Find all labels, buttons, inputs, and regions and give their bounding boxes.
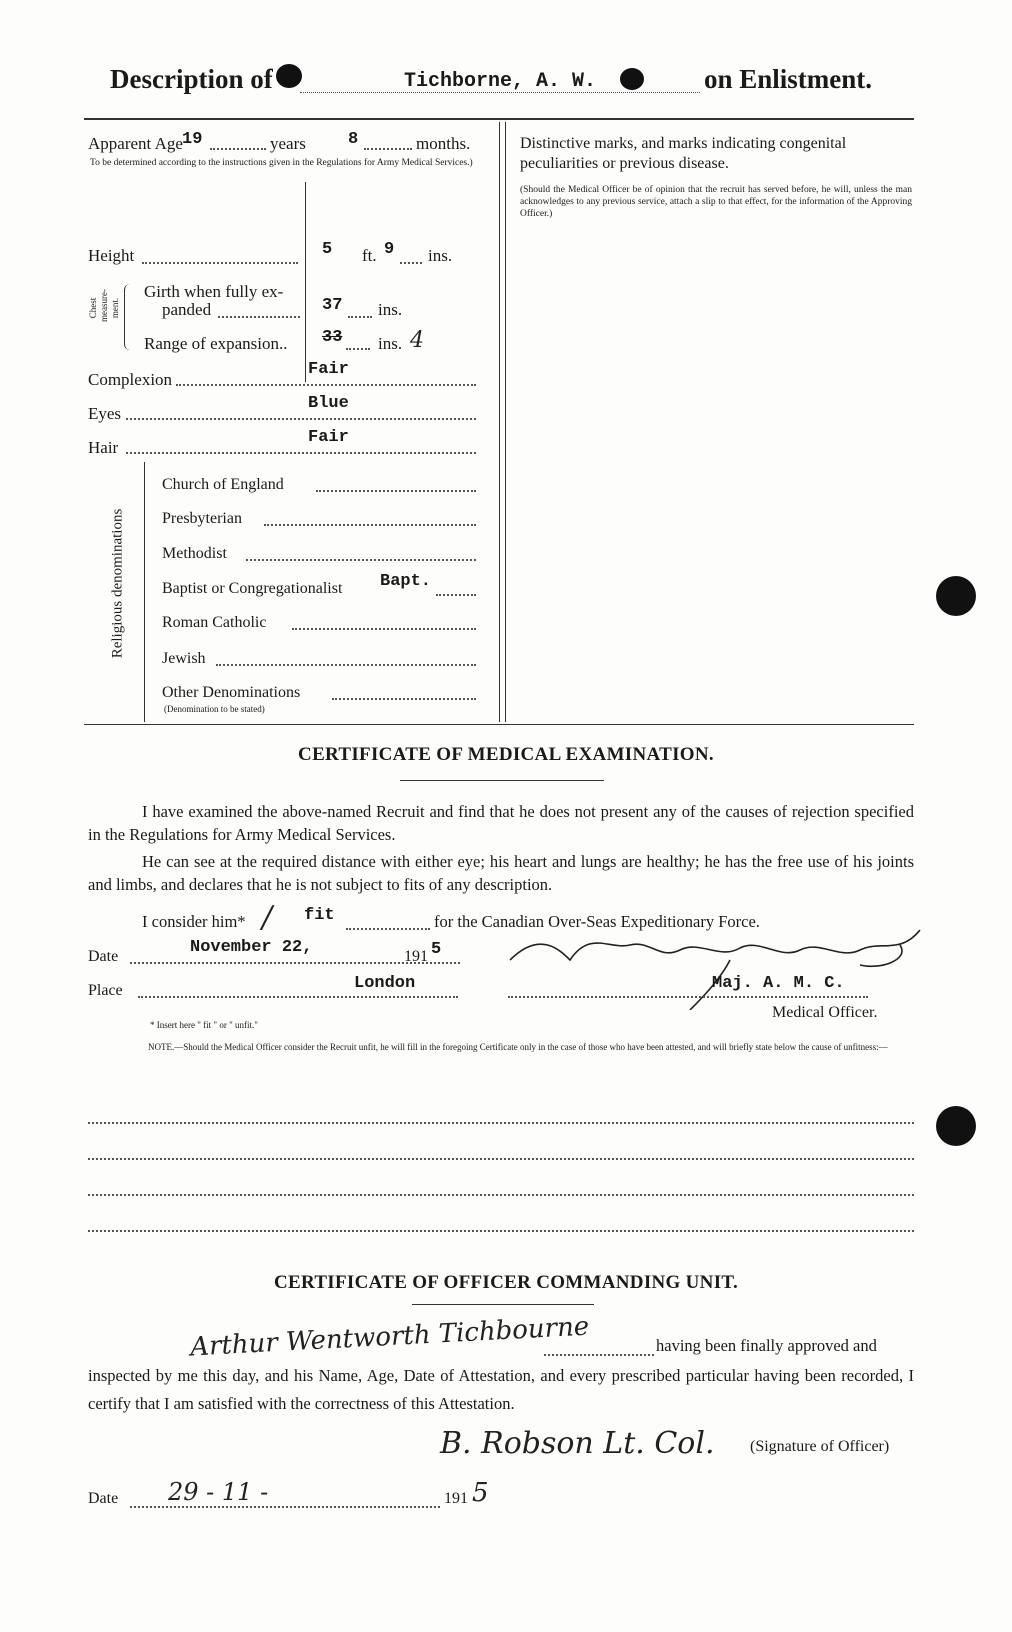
dotted-line — [346, 348, 370, 350]
dotted-line — [130, 1506, 440, 1508]
dotted-line — [218, 316, 300, 318]
height-in: 9 — [384, 240, 395, 259]
height-label: Height — [88, 246, 135, 265]
medical-title: CERTIFICATE OF MEDICAL EXAMINATION. — [298, 744, 714, 765]
fit-mark: / — [262, 900, 273, 935]
girth-label-2: panded — [162, 300, 212, 319]
medical-date-label: Date — [88, 948, 119, 965]
height-ft: 5 — [322, 240, 333, 259]
religion-option: Church of England — [162, 476, 284, 493]
religion-option: Roman Catholic — [162, 614, 267, 631]
fit-value: fit — [304, 906, 335, 925]
dotted-line — [210, 148, 266, 150]
religion-bracket — [144, 462, 145, 722]
dotted-line — [544, 1354, 654, 1356]
commanding-para: inspected by me this day, and his Name, Age, Date of Attestation, and every prescribed particular having been recorded, I certify that I am satisfied with the correctness of this Attestation. — [88, 1366, 914, 1413]
commanding-title: CERTIFICATE OF OFFICER COMMANDING UNIT. — [273, 1272, 739, 1293]
dotted-line — [436, 594, 476, 596]
religion-option: Methodist — [162, 545, 227, 562]
dotted-line — [138, 996, 458, 998]
dotted-line — [316, 490, 476, 492]
measure-divider — [305, 182, 306, 382]
religion-label: Religious denominations — [109, 508, 126, 659]
insert-note: * Insert here " fit " or " unfit." — [150, 1020, 258, 1030]
unfitness-line[interactable] — [88, 1122, 914, 1124]
years-label: years — [270, 134, 306, 153]
dotted-line — [348, 316, 372, 318]
age-years: 19 — [182, 130, 203, 149]
unfit-note: NOTE.—Should the Medical Officer consider the Recruit unfit, he will fill in the foregoing Certificate only in the case of those who have been attested, and will briefly state below the cause of unfitness:— — [148, 1042, 888, 1052]
dotted-line — [126, 418, 476, 420]
complexion-label: Complexion — [88, 370, 173, 389]
column-divider — [499, 122, 500, 722]
eyes-label: Eyes — [88, 404, 122, 423]
medical-year-digit: 5 — [431, 940, 442, 959]
medical-officer-label: Medical Officer. — [772, 1004, 878, 1021]
punch-hole — [936, 1106, 976, 1146]
medical-year-prefix: 191 — [404, 948, 428, 965]
range-hand-value: 4 — [410, 328, 424, 353]
age-label: Apparent Age — [88, 134, 183, 153]
religion-option: Baptist or Congregationalist — [162, 580, 343, 597]
title-underline — [412, 1304, 594, 1305]
chest-brace — [124, 284, 135, 350]
header-dotted-line — [300, 92, 700, 93]
dotted-line — [400, 262, 422, 264]
medical-date-value: November 22, — [190, 938, 313, 957]
place-value: London — [354, 974, 416, 993]
medical-para-1: I have examined the above-named Recruit and find that he does not present any of the causes of rejection specified in the Regulations for Army Medical Services. — [88, 802, 914, 844]
complexion-value: Fair — [308, 360, 349, 379]
distinctive-marks-title: Distinctive marks, and marks indicating congenital peculiarities or previous disease. — [520, 135, 847, 172]
dotted-line — [142, 262, 298, 264]
commanding-date-label: Date — [88, 1490, 119, 1507]
section-rule — [84, 724, 914, 725]
recruit-signature: Arthur Wentworth Tichbourne — [189, 1311, 590, 1363]
dotted-line — [346, 928, 430, 930]
girth-value: 37 — [322, 296, 343, 315]
religion-value: Bapt. — [380, 572, 432, 591]
girth-ins-label: ins. — [378, 300, 403, 319]
age-note: To be determined according to the instructions given in the Regulations for Army Medical Services.) — [90, 158, 473, 168]
months-label: months. — [416, 134, 471, 153]
dotted-line — [292, 628, 476, 630]
dotted-line — [246, 559, 476, 561]
header-suffix: on Enlistment. — [704, 64, 873, 94]
chest-label: Chest measure-ment. — [88, 289, 120, 322]
commanding-para-line1: having been finally approved and — [656, 1336, 877, 1355]
distinctive-marks-note: (Should the Medical Officer be of opinion that the recruit has served before, he will, unless the man acknowledges to any previous service, attach a slip to that effect, for the information of the Approving Officer.) — [520, 185, 912, 219]
range-label: Range of expansion.. — [144, 334, 288, 353]
range-value: 33 — [322, 328, 343, 347]
punch-hole — [936, 576, 976, 616]
header-prefix: Description of — [110, 64, 273, 94]
ft-label: ft. — [362, 246, 377, 265]
commanding-year-digit: 5 — [472, 1478, 489, 1508]
range-ins-label: ins. — [378, 334, 403, 353]
unfitness-line[interactable] — [88, 1230, 914, 1232]
header-rule — [84, 118, 914, 120]
column-divider — [505, 122, 506, 722]
denomination-note: (Denomination to be stated) — [164, 704, 265, 714]
title-underline — [400, 780, 604, 781]
consider-prefix: I consider him* — [142, 912, 246, 931]
signature-label: (Signature of Officer) — [750, 1438, 890, 1455]
dotted-line — [508, 996, 868, 998]
religion-option: Presbyterian — [162, 510, 242, 527]
header-name: Tichborne, A. W. — [404, 70, 597, 93]
ink-blot — [276, 64, 302, 88]
dotted-line — [264, 524, 476, 526]
dotted-line — [364, 148, 412, 150]
eyes-value: Blue — [308, 394, 349, 413]
officer-rank: Maj. A. M. C. — [712, 974, 845, 993]
dotted-line — [216, 664, 476, 666]
religion-option: Jewish — [162, 650, 206, 667]
officer-signature: B. Robson Lt. Col. — [440, 1426, 715, 1461]
unfitness-line[interactable] — [88, 1158, 914, 1160]
commanding-date-value: 29 - 11 - — [168, 1478, 269, 1506]
dotted-line — [332, 698, 476, 700]
hair-label: Hair — [88, 438, 119, 457]
place-label: Place — [88, 982, 123, 999]
girth-label-1: Girth when fully ex- — [144, 282, 284, 301]
dotted-line — [176, 384, 476, 386]
ins-label: ins. — [428, 246, 453, 265]
age-months: 8 — [348, 130, 359, 149]
medical-para-2: He can see at the required distance with either eye; his heart and lungs are healthy; he has the free use of his joints and limbs, and declares that he is not subject to fits of any description. — [88, 852, 914, 894]
hair-value: Fair — [308, 428, 349, 447]
consider-suffix: for the Canadian Over-Seas Expeditionary Force. — [434, 912, 760, 931]
unfitness-line[interactable] — [88, 1194, 914, 1196]
ink-blot — [620, 68, 644, 90]
religion-option: Other Denominations — [162, 684, 301, 701]
dotted-line — [126, 452, 476, 454]
commanding-year-prefix: 191 — [444, 1490, 468, 1507]
